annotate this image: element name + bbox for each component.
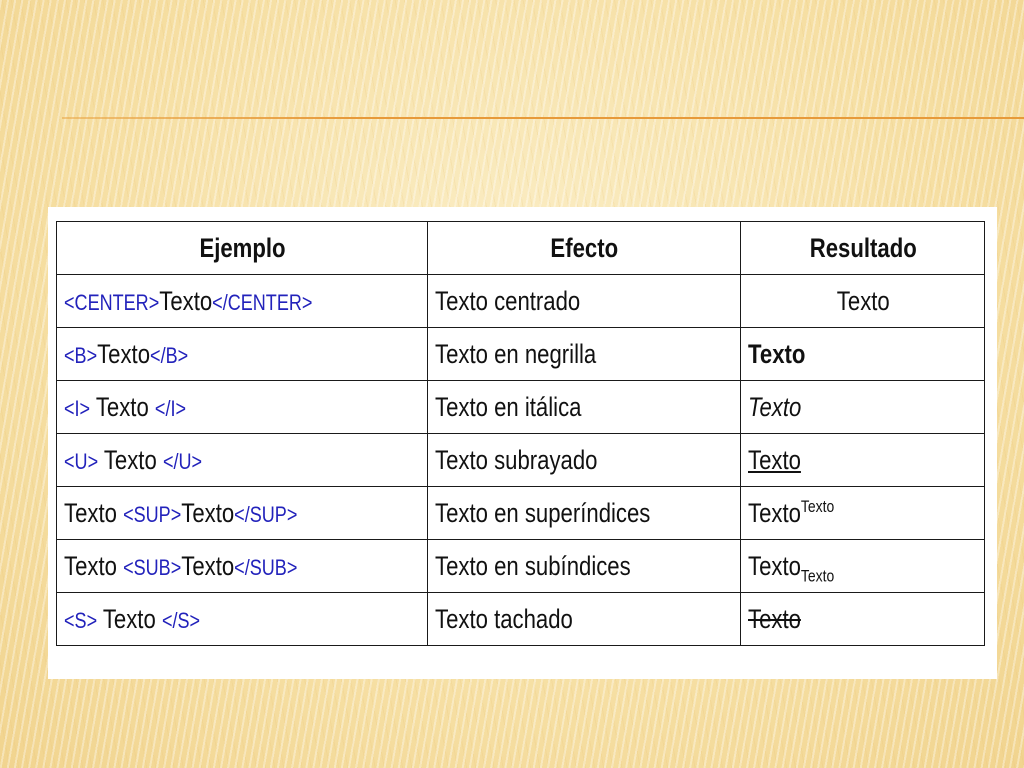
close-tag: </B> bbox=[150, 342, 189, 368]
result-cell: Texto bbox=[741, 275, 985, 328]
open-tag: <U> bbox=[64, 448, 99, 474]
close-tag: </CENTER> bbox=[212, 289, 313, 315]
example-cell: <S> Texto </S> bbox=[57, 593, 428, 646]
table-row bbox=[57, 540, 985, 593]
example-cell: Texto <SUB>Texto</SUB> bbox=[57, 540, 428, 593]
table-card bbox=[48, 207, 997, 679]
result-cell: Texto bbox=[741, 593, 985, 646]
close-tag: </U> bbox=[162, 448, 203, 474]
table-row bbox=[57, 328, 985, 381]
open-tag: <B> bbox=[64, 342, 98, 368]
header-efecto: Efecto bbox=[428, 222, 741, 275]
effect-cell: Texto subrayado bbox=[428, 434, 741, 487]
example-cell: <I> Texto </I> bbox=[57, 381, 428, 434]
table-row bbox=[57, 434, 985, 487]
open-tag: <SUB> bbox=[123, 554, 182, 580]
close-tag: </I> bbox=[154, 395, 187, 421]
effect-cell: Texto centrado bbox=[428, 275, 741, 328]
result-cell: Texto bbox=[741, 381, 985, 434]
result-cell: Texto$_{Texto}$ bbox=[741, 540, 985, 593]
header-ejemplo: Ejemplo bbox=[57, 222, 428, 275]
open-tag: <SUP> bbox=[123, 501, 182, 527]
close-tag: </SUP> bbox=[234, 501, 298, 527]
open-tag: <I> bbox=[64, 395, 91, 421]
open-tag: <CENTER> bbox=[64, 289, 160, 315]
effect-cell: Texto en subíndices bbox=[428, 540, 741, 593]
table-row bbox=[57, 487, 985, 540]
html-tags-table bbox=[56, 221, 985, 646]
result-cell: Texto$^{Texto}$ bbox=[741, 487, 985, 540]
open-tag: <S> bbox=[64, 607, 98, 633]
example-cell: Texto <SUP>Texto</SUP> bbox=[57, 487, 428, 540]
close-tag: </S> bbox=[161, 607, 201, 633]
title-underline bbox=[62, 117, 1024, 119]
effect-cell: Texto en superíndices bbox=[428, 487, 741, 540]
result-cell: Texto bbox=[741, 328, 985, 381]
table-row bbox=[57, 381, 985, 434]
effect-cell: Texto en negrilla bbox=[428, 328, 741, 381]
example-cell: <U> Texto </U> bbox=[57, 434, 428, 487]
effect-cell: Texto en itálica bbox=[428, 381, 741, 434]
table-header-row bbox=[57, 222, 985, 275]
example-cell: <B>Texto</B> bbox=[57, 328, 428, 381]
table-row bbox=[57, 275, 985, 328]
result-cell: Texto bbox=[741, 434, 985, 487]
close-tag: </SUB> bbox=[234, 554, 298, 580]
effect-cell: Texto tachado bbox=[428, 593, 741, 646]
table-row bbox=[57, 593, 985, 646]
subscript-text: Texto bbox=[800, 565, 835, 585]
example-cell: <CENTER>Texto</CENTER> bbox=[57, 275, 428, 328]
superscript-text: Texto bbox=[800, 496, 835, 516]
header-resultado: Resultado bbox=[741, 222, 985, 275]
